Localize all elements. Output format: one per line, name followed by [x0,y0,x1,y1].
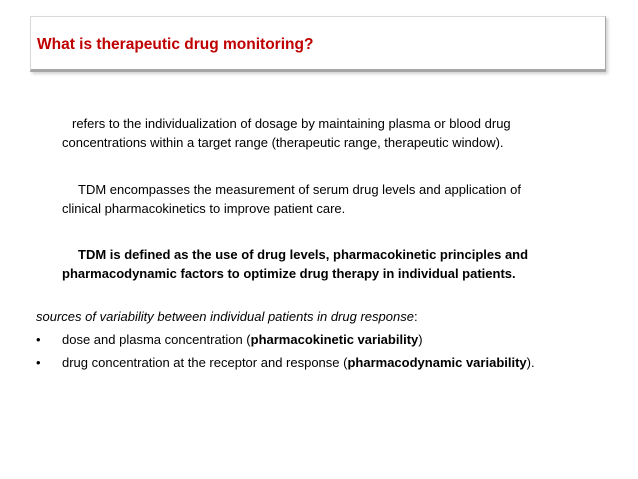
bullet-2-text [62,353,535,372]
bullet-2-suffix: ). [526,355,535,370]
paragraph-3-line-2: pharmacodynamic factors to optimize drug therapy in individual patients. [62,266,516,281]
paragraph-3-line-1: TDM is defined as the use of drug levels, pharmacokinetic principles and [78,247,529,262]
paragraph-1-line-1: refers to the individualization of dosage by maintaining plasma or blood drug [72,116,511,131]
variability-heading-text: sources of variability between individual patients in drug response [36,309,414,324]
bullet-1-prefix: dose and plasma concentration ( [62,332,251,347]
bullet-1-text [62,330,423,349]
variability-heading [36,307,418,326]
paragraph-2-line-2: clinical pharmacokinetics to improve patient care. [62,201,346,216]
paragraph-1-line-2: concentrations within a target range (therapeutic range, therapeutic window). [62,135,504,150]
paragraph-2-line-1: TDM encompasses the measurement of serum drug levels and application of [78,182,521,197]
bullet-2-bold: pharmacodynamic variability [347,355,527,370]
variability-heading-suffix: : [413,309,418,324]
bullet-2-symbol: • [36,355,41,370]
slide-title-box [30,16,606,72]
bullet-1-suffix: ) [418,332,423,347]
slide-title: What is therapeutic drug monitoring? [37,36,314,53]
bullet-1-symbol: • [36,332,41,347]
bullet-2-prefix: drug concentration at the receptor and response ( [62,355,348,370]
bullet-1-bold: pharmacokinetic variability [250,332,419,347]
